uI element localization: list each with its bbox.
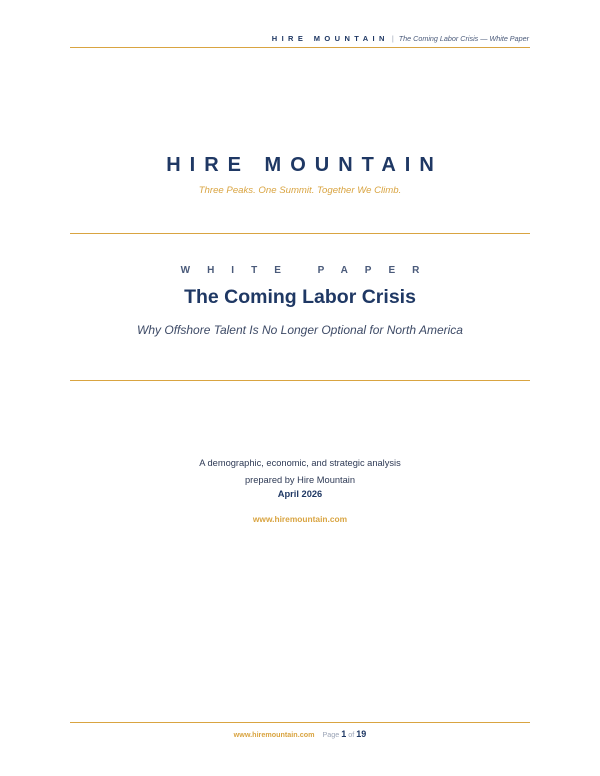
footer-page-number: 1 xyxy=(341,729,347,739)
running-header xyxy=(272,34,529,43)
section-kicker: WHITE PAPER xyxy=(180,265,437,276)
tagline: Three Peaks. One Summit. Together We Climb. xyxy=(198,185,402,196)
header-document-label: The Coming Labor Crisis — White Paper xyxy=(398,34,529,43)
footer-of-word: of xyxy=(348,730,355,739)
footer-total-pages: 19 xyxy=(356,729,367,739)
description-line-1: A demographic, economic, and strategic analysis xyxy=(199,458,401,468)
header-brand: HIRE MOUNTAIN xyxy=(271,34,389,43)
footer-page-word: Page xyxy=(322,730,340,739)
description xyxy=(0,455,600,489)
document-subtitle: Why Offshore Talent Is No Longer Optional for North America xyxy=(137,323,463,337)
header-rule xyxy=(70,47,530,48)
divider-rule-upper xyxy=(70,233,530,234)
divider-rule-lower xyxy=(70,380,530,381)
page-footer xyxy=(0,729,600,739)
brand-title: HIRE MOUNTAIN xyxy=(166,154,443,176)
footer-rule xyxy=(70,722,530,723)
header-separator: | xyxy=(391,34,394,43)
description-line-2: prepared by Hire Mountain xyxy=(244,475,356,485)
publication-date: April 2026 xyxy=(277,489,323,499)
document-title: The Coming Labor Crisis xyxy=(184,286,416,308)
website-link[interactable]: www.hiremountain.com xyxy=(252,514,348,524)
footer-website-link[interactable]: www.hiremountain.com xyxy=(233,730,315,739)
